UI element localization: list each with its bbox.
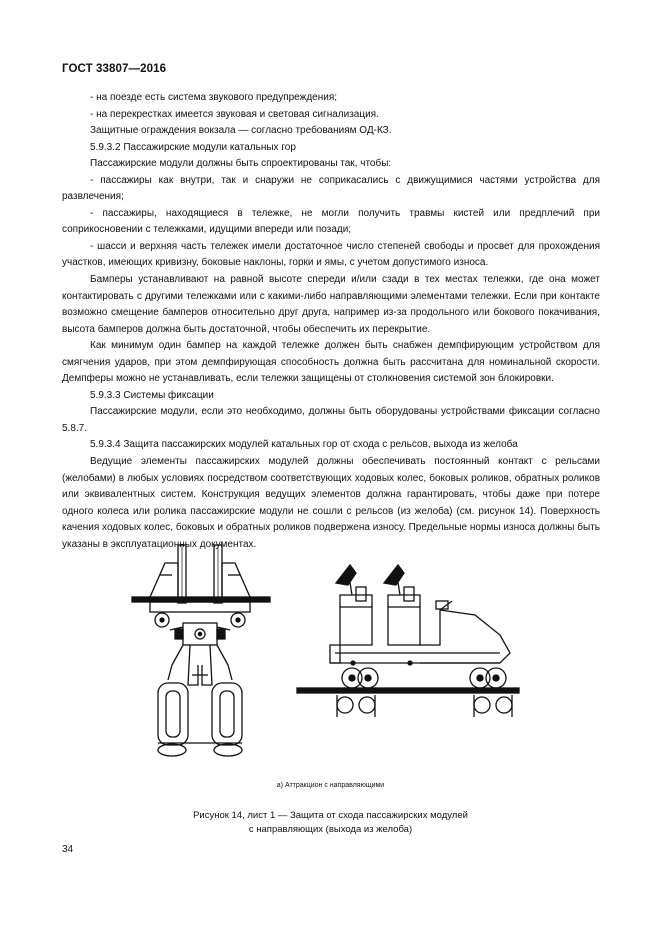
- paragraph: - пассажиры, находящиеся в тележке, не могли получить травмы кистей или предплечий при соприкосновении с тележками, идущими впереди или позади;: [62, 207, 600, 236]
- paragraph: Пассажирские модули, если это необходимо, должны быть оборудованы устройствами фиксации согласно 5.8.7.: [62, 406, 600, 434]
- page-number: 34: [62, 844, 74, 855]
- section-heading: 5.9.3.3 Системы фиксации: [90, 389, 214, 401]
- paragraph: Ведущие элементы пассажирских модулей должны обеспечивать постоянный контакт с рельсами (желобами) в любых условиях посредством соответствующих ходовых колес, боковых роликов, обратных роликов или эквивалентных систем. Конструкция ведущих элементов должна гарантировать, чтобы даже при потере одного колеса или ролика пассажирские модули не сошли с рельсов (из желоба) (см. рисунок 14). Поверхность качения ходовых колес, боковых и обратных роликов подвержена износу. Предельные нормы износа должны быть указаны в эксплуатационных документах.: [62, 456, 600, 550]
- figure-caption-line: с направляющих (выхода из желоба): [248, 823, 413, 835]
- train-side-drawing: [297, 565, 519, 717]
- figure-caption: [0, 809, 661, 836]
- paragraph: - пассажиры как внутри, так и снаружи не соприкасались с движущимися частями устройства для развлечения;: [62, 174, 600, 203]
- paragraph: Пассажирские модули должны быть спроектированы так, чтобы:: [90, 158, 392, 170]
- cross-section-drawing: [132, 545, 270, 756]
- paragraph: - шасси и верхняя часть тележек имели достаточное число степеней свободы и просвет для прохождения участков, имеющих кривизну, боковые наклоны, горки и ямы, с учетом допустимого износа.: [62, 240, 600, 269]
- paragraph: Бамперы устанавливают на равной высоте спереди и/или сзади в тех местах тележки, где она может контактировать с другими тележками или с какими-либо направляющими элементами тележки. Если при контакте возможно смещение бамперов относительно друг друга, например из-за продольного или бокового покачивания, высота бамперов должна быть достаточной, чтобы обеспечить их перекрытие.: [62, 274, 600, 335]
- document-header: ГОСТ 33807—2016: [62, 63, 167, 75]
- section-heading: 5.9.3.4 Защита пассажирских модулей катальных гор от схода с рельсов, выхода из желоба: [90, 439, 518, 451]
- body-text: [62, 90, 600, 553]
- paragraph: - на поезде есть система звукового предупреждения;: [90, 92, 338, 103]
- figure-drawing: [0, 535, 661, 775]
- figure-subcaption: а) Аттракцион с направляющими: [276, 782, 385, 789]
- figure-caption-line: Рисунок 14, лист 1 — Защита от схода пассажирских модулей: [193, 810, 468, 821]
- paragraph: Защитные ограждения вокзала — согласно требованиям ОД-КЗ.: [90, 125, 392, 137]
- paragraph: Как минимум один бампер на каждой тележке должен быть снабжен демпфирующим устройством для смягчения ударов, при этом демпфирующая способность должна быть рассчитана для номинальной скорости. Демпферы можно не устанавливать, если тележки защищены от столкновения системой зон блокировки.: [62, 340, 600, 385]
- section-heading: 5.9.3.2 Пассажирские модули катальных гор: [90, 141, 296, 153]
- paragraph: - на перекрестках имеется звуковая и световая сигнализация.: [90, 108, 379, 120]
- figure-14: [0, 535, 661, 775]
